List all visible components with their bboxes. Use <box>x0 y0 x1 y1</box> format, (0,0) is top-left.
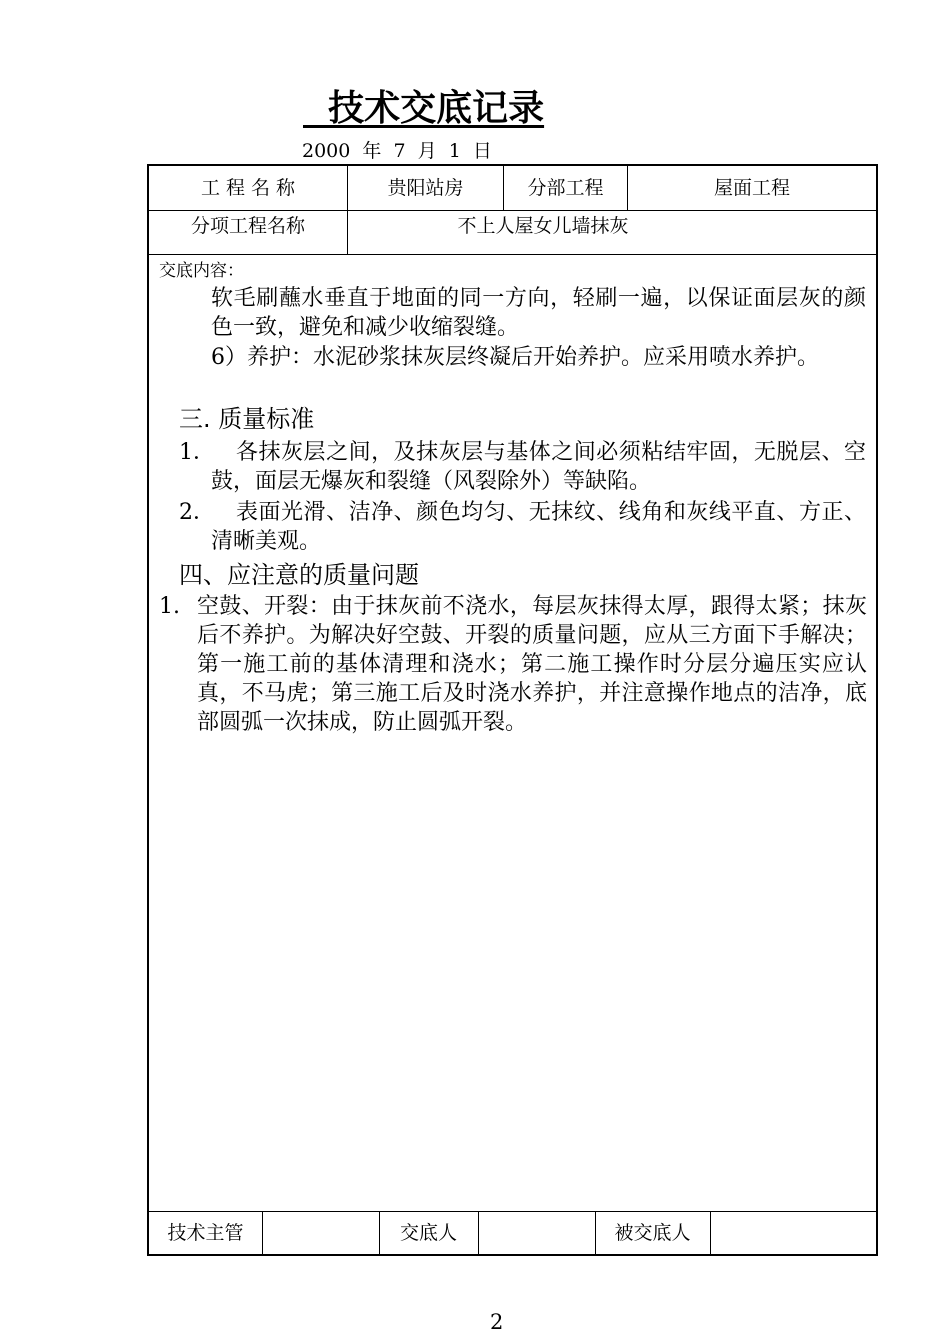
item-number: 1． <box>179 440 215 465</box>
record-table <box>147 164 878 1256</box>
paragraph-curing: 6）养护：水泥砂浆抹灰层终凝后开始养护。应采用喷水养护。 <box>211 345 819 370</box>
item-number: 2． <box>179 500 215 525</box>
row-divider <box>149 210 876 211</box>
column-divider <box>503 166 504 210</box>
document-date: 2000 年 7 月 1 日 <box>302 140 492 162</box>
row-divider <box>149 254 876 255</box>
column-divider <box>710 1211 711 1254</box>
issue-hollowing-cracking: 空鼓、开裂：由于抹灰前不浇水，每层灰抹得太厚，跟得太紧；抹灰后不养护。为解决好空鼓、开裂的质量问题，应从三方面下手解决；第一施工前的基体清理和浇水；第二施工操作时分层分遍压实应认真，不马虎；第三施工后及时浇水养护，并注意操作地点的洁净，底部圆弧一次抹成，防止圆弧开裂。 <box>197 594 867 735</box>
quality-item-surface: 表面光滑、洁净、颜色均匀、无抹纹、线角和灰线平直、方正、清晰美观。 <box>211 500 866 554</box>
column-divider <box>262 1211 263 1254</box>
section-quality-standard: 三. 质量标准 <box>179 405 315 433</box>
column-divider <box>627 166 628 210</box>
paragraph-brush: 软毛刷蘸水垂直于地面的同一方向，轻刷一遍，以保证面层灰的颜色一致，避免和减少收缩裂缝。 <box>211 286 866 340</box>
column-divider <box>347 166 348 254</box>
division-label: 分部工程 <box>527 177 604 199</box>
division-value: 屋面工程 <box>713 177 790 199</box>
footer-divider <box>149 1211 876 1212</box>
recipient-label: 被交底人 <box>614 1222 691 1244</box>
document-title: 技术交底记录 <box>303 88 545 129</box>
discloser-label: 交底人 <box>399 1222 457 1244</box>
subitem-label: 分项工程名称 <box>190 215 305 237</box>
project-name-value: 贵阳站房 <box>387 177 464 199</box>
issue-number: 1. <box>159 594 180 619</box>
content-label: 交底内容： <box>159 261 244 281</box>
column-divider <box>478 1211 479 1254</box>
page-number: 2 <box>490 1310 504 1334</box>
project-name-label: 工 程 名 称 <box>200 177 296 199</box>
section-quality-issues: 四、应注意的质量问题 <box>179 561 419 589</box>
subitem-value: 不上人屋女儿墙抹灰 <box>457 215 629 237</box>
tech-supervisor-label: 技术主管 <box>167 1222 244 1244</box>
quality-item-bonding: 各抹灰层之间，及抹灰层与基体之间必须粘结牢固，无脱层、空鼓，面层无爆灰和裂缝（风裂除外）等缺陷。 <box>211 440 866 494</box>
